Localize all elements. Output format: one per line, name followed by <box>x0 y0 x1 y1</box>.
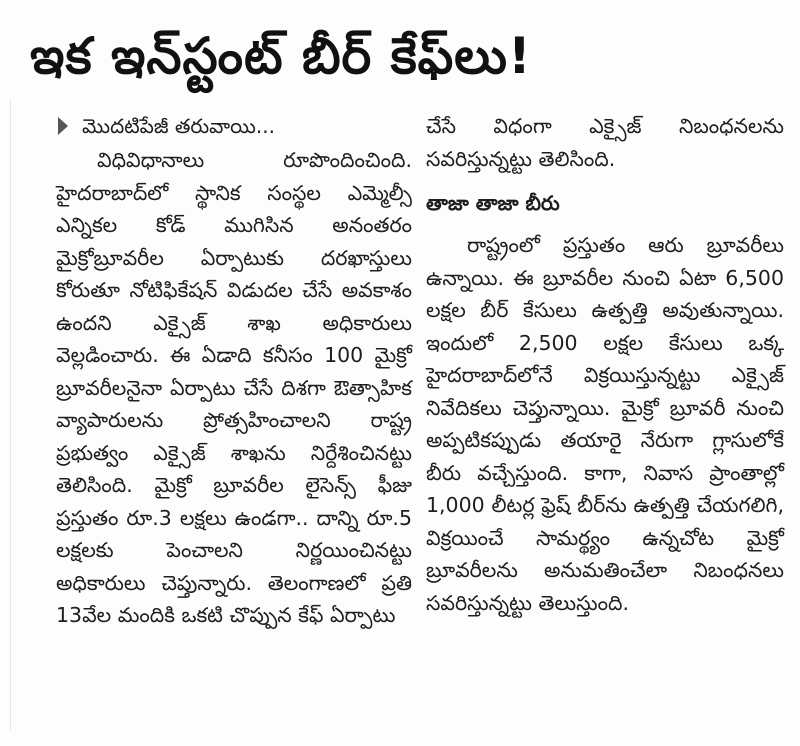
triangle-right-icon <box>58 117 68 135</box>
kicker-text: మొదటిపేజీ తరువాయి... <box>82 113 275 138</box>
continuation-kicker <box>56 110 412 142</box>
body-paragraph: రాష్ట్రంలో ప్రస్తుతం ఆరు బ్రూవరీలు ఉన్నాయి. ఈ బ్రూవరీల నుంచి ఏటా 6,500 లక్షల బీర్‌ కేసులు ఉత్పత్తి అవుతున్నాయి. ఇందులో 2,500 లక్షల కేసులు ఒక్క హైదరాబాద్‌లోనే విక్రయిస్తున్నట్టు ఎక్సైజ్‌ నివేదికలు చెప్తున్నాయి. మైక్రో బ్రూవరీ నుంచి అప్పటికప్పుడు తయారై నేరుగా గ్లాసులోకే బీరు వచ్చేస్తుంది. కాగా, నివాస ప్రాంతాల్లో 1,000 లీటర్ల ఫ్రెష్‌ బీర్‌ను ఉత్పత్తి చేయగలిగి, విక్రయించే సామర్థ్యం ఉన్నచోట మైక్రో బ్రూవరీలను అనుమతించేలా నిబంధనలు సవరిస్తున్నట్టు తెలుస్తుంది. <box>426 233 784 615</box>
page-edge-rule <box>10 100 11 730</box>
headline: ఇక ఇన్‌స్టంట్‌ బీర్‌ కేఫ్‌లు! <box>30 27 532 85</box>
right-column <box>426 110 784 619</box>
continued-paragraph: చేసే విధంగా ఎక్సైజ్‌ నిబంధనలను సవరిస్తున్నట్టు తెలిసింది. <box>426 114 784 171</box>
left-column <box>56 110 412 632</box>
body-paragraph: విధివిధానాలు రూపొందించింది. హైదరాబాద్‌లో స్థానిక సంస్థల ఎమ్మెల్సీ ఎన్నికల కోడ్‌ ముగిసిన అనంతరం మైక్రో‌బ్రూవరీల ఏర్పాటుకు దరఖాస్తులు కోరుతూ నోటిఫికేషన్‌ విడుదల చేసే అవకాశం ఉందని ఎక్సైజ్‌ శాఖ అధికారులు వెల్లడించారు. ఈ ఏడాది కనీసం 100 మైక్రో బ్రూవరీలనైనా ఏర్పాటు చేసే దిశగా ఔత్సాహిక వ్యాపారులను ప్రోత్సహించాలని రాష్ట్ర ప్రభుత్వం ఎక్సైజ్‌ శాఖను నిర్దేశించినట్టు తెలిసింది. మైక్రో బ్రూవరీల లైసెన్స్‌ ఫీజు ప్రస్తుతం రూ.3 లక్షలు ఉండగా.. దాన్ని రూ.5 లక్షలకు పెంచాలని నిర్ణయించినట్టు అధికారులు చెప్తున్నారు. తెలంగాణలో ప్రతి 13వేల మందికి ఒకటి చొప్పున కేఫ్‌ ఏర్పాటు <box>56 148 412 627</box>
section-subhead: తాజా తాజా బీరు <box>426 191 560 215</box>
